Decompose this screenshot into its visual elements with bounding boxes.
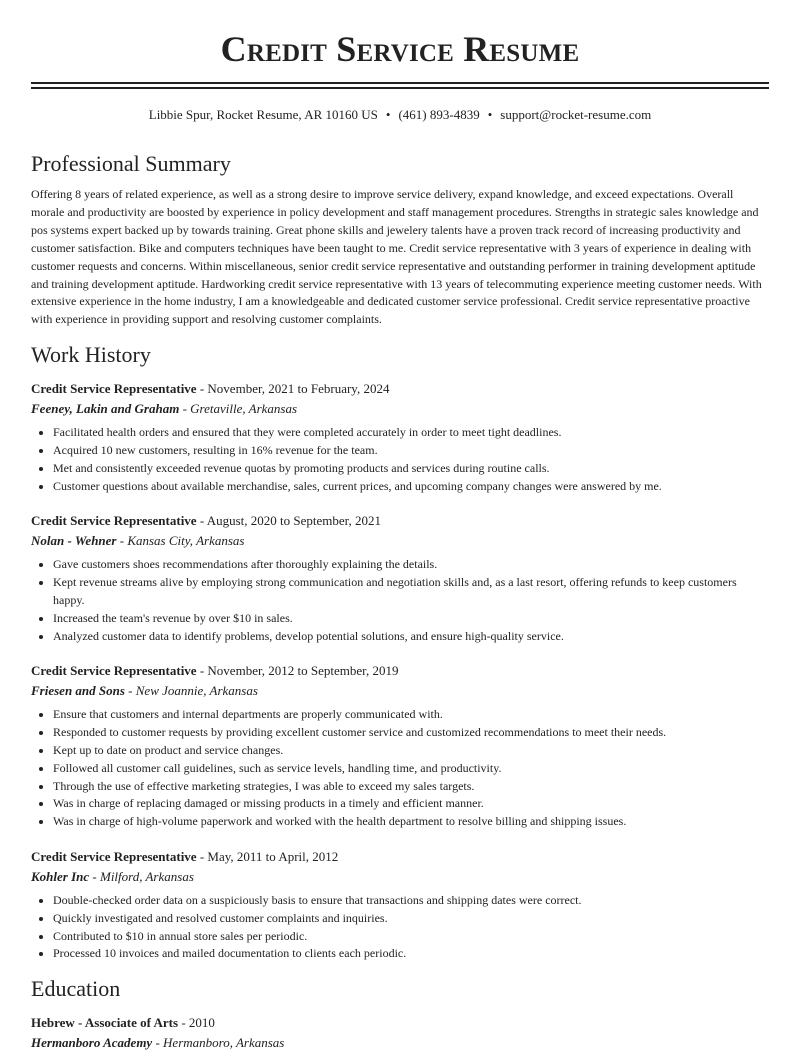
job-bullet: • Customer questions about available merchandise, sales, current prices, and upcoming company changes were answered by me. bbox=[53, 478, 769, 496]
job-bullets bbox=[31, 424, 769, 495]
job-entry bbox=[31, 379, 769, 495]
work-history-heading: Work History bbox=[31, 342, 151, 368]
job-dates: - November, 2021 to February, 2024 bbox=[196, 381, 390, 397]
job-title: Credit Service Representative bbox=[31, 381, 197, 397]
job-bullet: • Was in charge of replacing damaged or missing products in a timely and efficient manner. bbox=[53, 795, 769, 813]
job-bullet: • Kept revenue streams alive by employing strong communication and negotiation skills and, as a last resort, offering refunds to keep customers happy. bbox=[53, 574, 769, 610]
education-degree: Hebrew - Associate of Arts bbox=[31, 1015, 179, 1031]
job-location: - New Joannie, Arkansas bbox=[124, 683, 258, 699]
job-bullet: • Increased the team's revenue by over $10 in sales. bbox=[53, 610, 769, 628]
job-bullet: • Analyzed customer data to identify problems, develop potential solutions, and ensure high-quality service. bbox=[53, 628, 769, 646]
job-bullet: • Double-checked order data on a suspiciously basis to ensure that transactions and shipping dates were correct. bbox=[53, 892, 769, 910]
contact-phone: (461) 893-4839 bbox=[398, 107, 480, 122]
job-bullet: • Gave customers shoes recommendations after thoroughly explaining the details. bbox=[53, 556, 769, 574]
contact-separator: • bbox=[385, 107, 391, 122]
education-entry bbox=[31, 1013, 769, 1053]
job-bullet: • Contributed to $10 in annual store sales per periodic. bbox=[53, 928, 769, 946]
job-entry bbox=[31, 847, 769, 963]
job-bullet: • Met and consistently exceeded revenue quotas by promoting products and services during routine calls. bbox=[53, 460, 769, 478]
resume-title: Credit Service Resume bbox=[220, 29, 580, 69]
title-divider bbox=[31, 82, 769, 89]
education-year: - 2010 bbox=[178, 1015, 215, 1031]
job-bullets bbox=[31, 892, 769, 963]
job-bullet: • Responded to customer requests by providing excellent customer service and customized recommendations to meet their needs. bbox=[53, 724, 769, 742]
summary-heading: Professional Summary bbox=[31, 151, 231, 176]
contact-address: Libbie Spur, Rocket Resume, AR 10160 US bbox=[148, 107, 378, 122]
job-bullet: • Ensure that customers and internal departments are properly communicated with. bbox=[53, 706, 769, 724]
job-bullet: • Kept up to date on product and service changes. bbox=[53, 742, 769, 760]
job-location: - Milford, Arkansas bbox=[89, 869, 194, 884]
job-dates: - August, 2020 to September, 2021 bbox=[196, 513, 381, 529]
job-title: Credit Service Representative bbox=[31, 849, 197, 864]
job-bullet: • Facilitated health orders and ensured that they were completed accurately in order to meet tight deadlines. bbox=[53, 424, 769, 442]
job-location: - Gretaville, Arkansas bbox=[179, 401, 298, 417]
job-bullet: • Quickly investigated and resolved customer complaints and inquiries. bbox=[53, 910, 769, 928]
job-entry bbox=[31, 511, 769, 645]
job-bullets bbox=[31, 556, 769, 645]
job-title: Credit Service Representative bbox=[31, 513, 197, 529]
summary-text: Offering 8 years of related experience, as well as a strong desire to improve service delivery, expand knowledge, and exceed expectations. Overall morale and productivity are boosted by experience in policy development and staff management procedures. Strengths in strategic sales knowledge and pos systems expert backed up by towards training. Great phone skills and jewelery talents have a proven track record of increasing productivity and customer satisfaction. Bike and computers techniques have been taught to me. Credit service representative with 3 years of experience in dealing with customer requests and concerns. Within miscellaneous, senior credit service representative and outstanding performer in training development aptitude and training development aptitude. Hardworking credit service representative with 13 years of telecommuting experience meeting customer needs. With extensive experience in the home industry, I am a knowledgeable and dedicated customer service professional. Credit service representative proactive with experience in providing support and resolving customer complaints. bbox=[31, 187, 762, 327]
job-bullets bbox=[31, 706, 769, 831]
contact-email: support@rocket-resume.com bbox=[500, 107, 652, 122]
job-bullet: • Was in charge of high-volume paperwork and worked with the health department to resolve billing and shipping issues. bbox=[53, 813, 769, 831]
contact-separator: • bbox=[487, 107, 493, 122]
job-entry bbox=[31, 661, 769, 831]
job-company: Nolan - Wehner bbox=[31, 533, 117, 549]
job-company: Friesen and Sons bbox=[31, 683, 125, 699]
job-dates: - November, 2012 to September, 2019 bbox=[196, 663, 399, 679]
job-bullet: • Followed all customer call guidelines, such as service levels, handling time, and productivity. bbox=[53, 760, 769, 778]
job-bullet: • Through the use of effective marketing strategies, I was able to exceed my sales targets. bbox=[53, 778, 769, 796]
contact-line bbox=[31, 106, 769, 124]
education-school: Hermanboro Academy bbox=[31, 1035, 153, 1051]
job-bullet: • Processed 10 invoices and mailed documentation to clients each periodic. bbox=[53, 945, 769, 963]
job-company: Kohler Inc bbox=[31, 869, 90, 884]
education-heading: Education bbox=[31, 976, 121, 1002]
job-company: Feeney, Lakin and Graham bbox=[31, 401, 180, 417]
job-title: Credit Service Representative bbox=[31, 663, 197, 679]
job-location: - Kansas City, Arkansas bbox=[116, 533, 245, 549]
education-location: - Hermanboro, Arkansas bbox=[152, 1035, 285, 1051]
job-bullet: • Acquired 10 new customers, resulting in 16% revenue for the team. bbox=[53, 442, 769, 460]
job-dates: - May, 2011 to April, 2012 bbox=[196, 849, 339, 864]
